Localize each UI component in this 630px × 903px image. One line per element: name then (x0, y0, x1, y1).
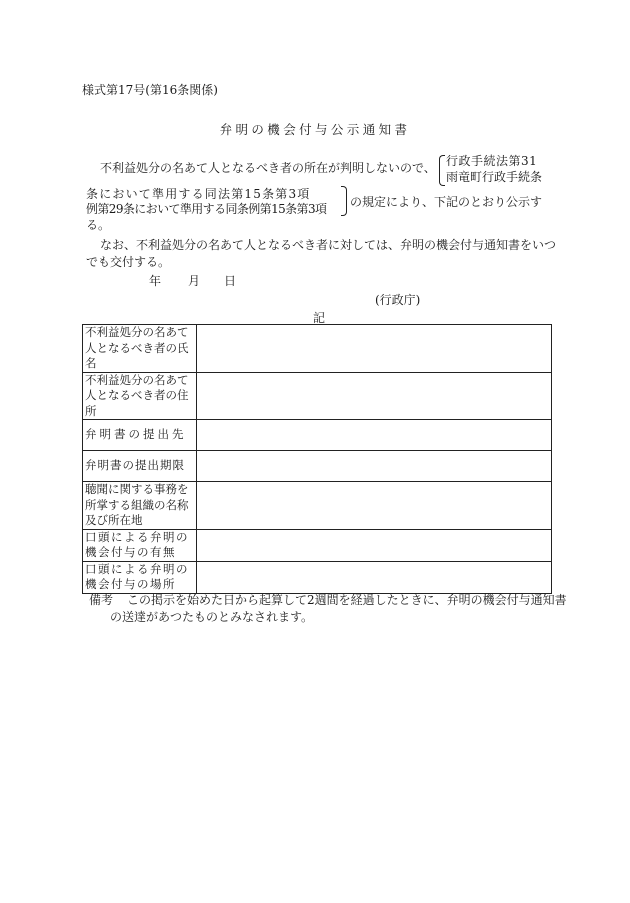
row-value-organization[interactable] (197, 482, 552, 530)
paragraph-2-line-2: でも交付する。 (86, 255, 171, 269)
row-value-oral-opportunity[interactable] (197, 529, 552, 561)
paragraph-1-end: る。 (86, 218, 111, 232)
label-line: 所 (85, 403, 97, 418)
table-row (83, 529, 552, 561)
label-line: 機会付与の有無 (85, 545, 176, 559)
date-day: 日 (224, 274, 237, 288)
paragraph-2-line-1: なお、不利益処分の名あて人となるべき者に対しては、弁明の機会付与通知書をいつ (100, 238, 557, 252)
form-number: 様式第17号(第16条関係) (82, 83, 218, 97)
table-row (83, 325, 552, 373)
row-value-oral-location[interactable] (197, 561, 552, 593)
notice-table (82, 324, 552, 594)
label-line: 口頭による弁明の (85, 529, 189, 544)
label-line: 口頭による弁明の (85, 561, 189, 576)
bracket-a-line-1: 行政手続法第31 (446, 154, 538, 168)
bracket-b-close (341, 186, 347, 216)
table-row (83, 451, 552, 482)
bracket-a-open (439, 155, 445, 186)
table-row (83, 420, 552, 451)
row-value-submission-destination[interactable] (197, 420, 552, 451)
document-title: 弁明の機会付与公示通知書 (219, 122, 411, 137)
paragraph-1-line-1: 不利益処分の名あて人となるべき者の所在が判明しないので、 (100, 161, 436, 175)
remarks-line-1: この掲示を始めた日から起算して2週間を経過したときに、弁明の機会付与通知書 (127, 593, 567, 607)
ki-heading: 記 (313, 311, 326, 325)
paragraph-1-tail: の規定により、下記のとおり公示す (350, 195, 543, 209)
date-year: 年 (149, 274, 162, 288)
label-line: 人となるべき者の氏 (85, 340, 189, 355)
bracket-b-line-1: 条において準用する同法第15条第3項 (86, 187, 311, 201)
date-month: 月 (188, 274, 201, 288)
label-line: 所掌する組織の名称 (85, 497, 189, 512)
label-line: 及び所在地 (85, 513, 143, 527)
row-label-oral-location (83, 561, 197, 593)
row-label-oral-opportunity (83, 529, 197, 561)
row-label-organization (83, 482, 197, 530)
row-label-submission-destination (83, 420, 197, 451)
row-value-name[interactable] (197, 325, 552, 373)
bracket-a-line-2: 雨竜町行政手続条 (446, 170, 543, 184)
label-line: 弁明書の提出期限 (85, 458, 185, 473)
label-line: 人となるべき者の住 (85, 388, 189, 402)
table-row (83, 372, 552, 420)
table-row (83, 482, 552, 530)
bracket-b-line-2: 例第29条において準用する同条例第15条第3項 (86, 202, 327, 216)
row-value-submission-deadline[interactable] (197, 451, 552, 482)
remarks-label: 備考 (89, 593, 114, 607)
label-line: 機会付与の場所 (85, 577, 176, 591)
label-line: 不利益処分の名あて (85, 372, 189, 387)
label-line: 不利益処分の名あて (85, 325, 189, 339)
row-label-address (83, 372, 197, 420)
label-line: 聴聞に関する事務を (85, 482, 189, 496)
table-row (83, 561, 552, 593)
label-line: 名 (85, 356, 97, 370)
row-label-submission-deadline (83, 451, 197, 482)
row-label-name (83, 325, 197, 373)
agency-label: (行政庁) (375, 293, 421, 307)
label-line: 弁明書の提出先 (85, 427, 187, 442)
remarks-line-2: の送達があつたものとみなされます。 (110, 610, 314, 624)
row-value-address[interactable] (197, 372, 552, 420)
